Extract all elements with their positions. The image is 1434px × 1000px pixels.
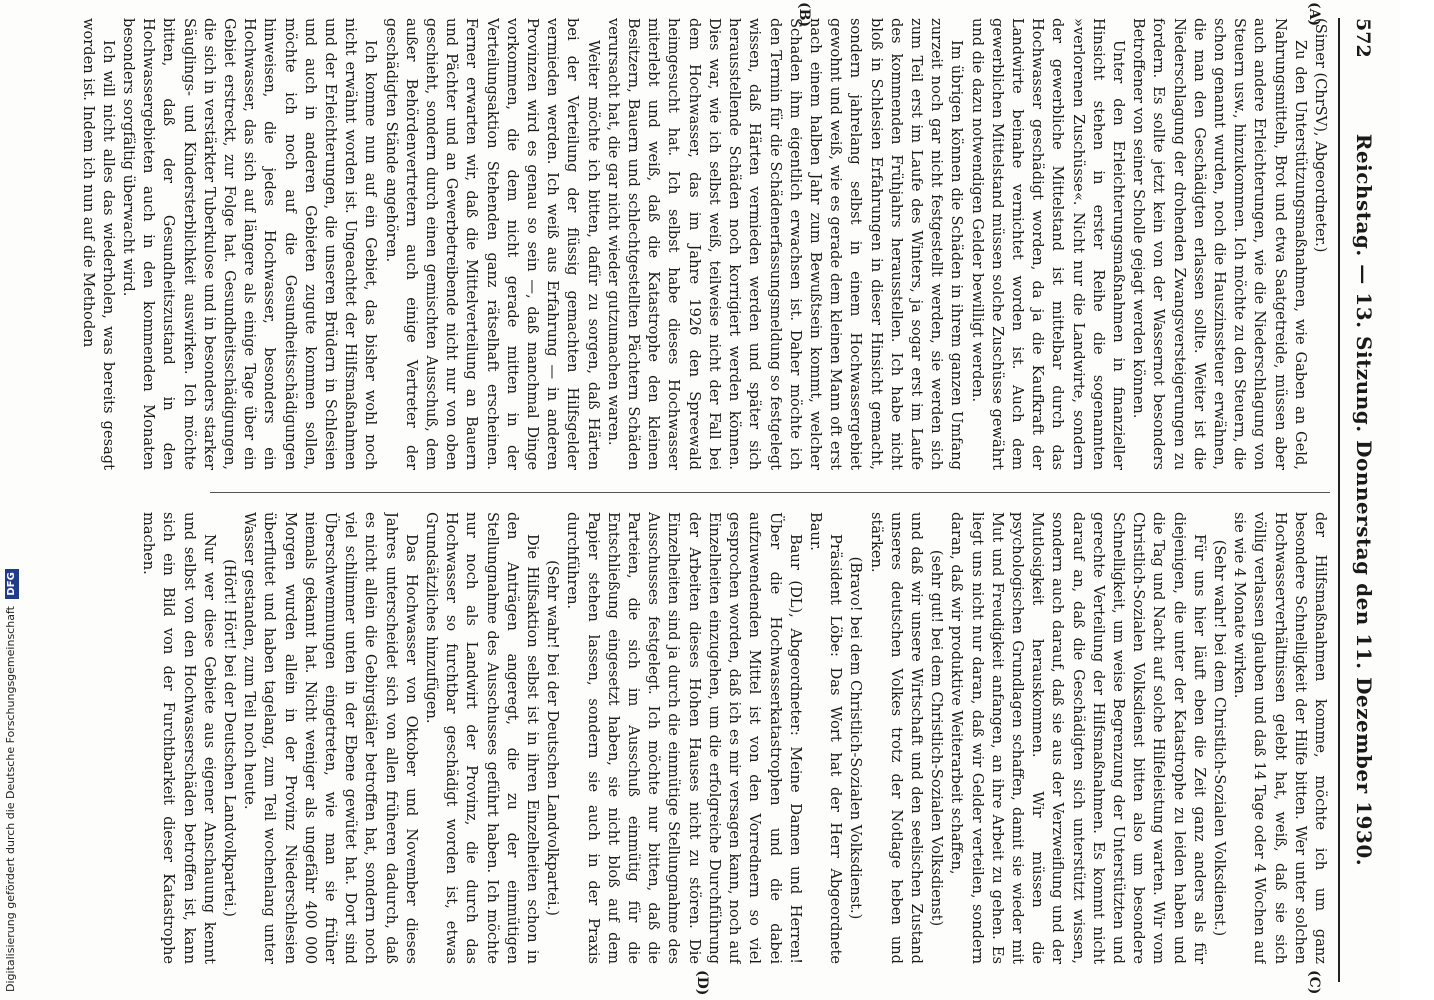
- interjection: (Sehr wahr! bei dem Christlich-Sozialen Volksdienst.): [1210, 539, 1228, 937]
- paragraph: Das Hochwasser von Oktober und November dieses Jahres unterscheidet sich von allen früheren dadurch, daß es nicht allein die Gebirgstäler betroffen hat, sondern noch viel schlimmer unten in der Ebene gewütet hat. Dort sind Überschwemmungen eingetreten, wie man sie früher niemals gekannt hat. Nicht weniger als ungefähr 400 000 Morgen wurden allein in der Provinz Niederschlesien überflutet und haben tagelang, zum Teil wochenlang unter Wasser gestanden, zum Teil noch heute.: [241, 512, 420, 964]
- paragraph: Für uns hier läuft eben die Zeit ganz anders als für diejenigen, die unter der Katastrophe zu leiden haben und die Tag und Nacht auf solche Hilfeleistung warten. Wir vom Christlich-Sozialen Volksdienst bitten also um besondere Schnelligkeit, um weise Begrenzung der Unterstützten und gerechte Verteilung der Hilfsmaßnahmen. Es kommt nicht darauf an, daß die Geschädigten sich unterstützt wissen, sondern auch darauf, daß sie aus der Verzweiflung und der Mutlosigkeit herauskommen. Wir müssen die psychologischen Grundlagen schaffen, damit sie wieder mit Mut und Freudigkeit anfangen, an ihre Arbeit zu gehen. Es liegt uns nicht nur daran, daß wir Gelder verteilen, sondern daran, daß wir produktive Weiterarbeit schaffen,: [948, 512, 1208, 964]
- page-number: 572: [1352, 18, 1374, 58]
- paragraph: Zu den Unterstützungsmaßnahmen, wie Gaben an Geld, Nahrungsmitteln, Brot und etwa Saatgetreide, müssen aber auch andere Erleichterungen, wie die Niederschlagung von Steuern usw., hinzukommen. Ich möchte zu den Steuern, die schon genannt wurden, noch die Hauszinssteuer erwähnen, die man den Geschädigten erlassen sollte. Weiter ist die Niederschlagung der drohenden Zwangsversteigerungen zu fordern. Es sollte jetzt kein von der Wassernot besonders Betroffener von seiner Scholle gejagt werden können.: [1130, 18, 1309, 470]
- margin-marker-a: (A): [1306, 2, 1322, 27]
- paragraph: Die Hilfsaktion selbst ist in ihren Einzelheiten schon in den Anträgen angeregt, die zu der einmütigen Stellungnahme des Ausschusses geführt haben. Ich möchte nur noch als Landwirt der Provinz, die durch das Hochwasser so furchtbar geschädigt worden ist, etwas Grundsätzliches hinzufügen.: [423, 512, 542, 964]
- header-rule: [1338, 18, 1340, 982]
- paragraph: und daß wir unsere Wirtschaft und den seelischen Zustand unseres deutschen Volkes trotz der Notlage heben und stärken.: [867, 512, 925, 964]
- paragraph: Weiter möchte ich bitten, dafür zu sorgen, daß Härten bei der Verteilung der flüssig gemachten Hilfsgelder vermieden werden. Ich weiß aus Erfahrung — in anderen Provinzen wird es genau so sein —, daß manchmal Dinge vorkommen, die dem nicht gerade mitten in der Verteilungsaktion Stehenden ganz rätselhaft erscheinen. Ferner erwarten wir, daß die Mittelverteilung an Bauern und Pächter und an Gewerbetreibende nicht nur von oben geschieht, sondern durch einen gemischten Ausschuß, dem außer Behördenvertretern auch einige Vertreter der geschädigten Stände angehören.: [382, 18, 602, 470]
- margin-marker-d: (D): [694, 970, 710, 996]
- paragraph: Ich will nicht alles das wiederholen, was bereits gesagt worden ist. Indem ich nun auf die Methoden: [79, 18, 117, 470]
- credit-text: Digitalisierung gefördert durch die Deutsche Forschungsgemeinschaft: [4, 606, 17, 992]
- interjection: (Bravo! bei dem Christlich-Sozialen Volksdienst.): [847, 556, 865, 920]
- column-divider: [210, 492, 1330, 493]
- paragraph: Im übrigen können die Schäden in ihrem ganzen Umfang zurzeit noch gar nicht festgestellt werden, sie werden sich zum Teil erst im Laufe des Winters, ja sogar erst im Laufe des kommenden Frühjahrs herausstellen. Ich habe nicht bloß in Schlesien Erfahrungen in dieser Hinsicht gemacht, sondern jahrelang selbst in einem Hochwassergebiet gewohnt und weiß, wie es gerade dem kleinen Mann oft erst nach einem halben Jahr zum Bewußtsein kommt, welcher Schaden ihm eigentlich erwachsen ist. Daher möchte ich den Termin für die Schädenerfassungsmeldung so festgelegt wissen, daß Härten vermieden werden und später sich herausstellende Schäden noch korrigiert werden können. Dies war, wie ich selbst weiß, teilweise nicht der Fall bei dem Hochwasser, das im Jahre 1926 den Spreewald heimgesucht hat. Ich selbst habe dieses Hochwasser miterlebt und weiß, daß die Katastrophe den kleinen Besitzern, Bauern und schlechtgestellten Pächtern Schäden verursacht hat, die gar nicht wieder gutzumachen waren.: [604, 18, 966, 470]
- margin-marker-b: (B): [796, 2, 812, 28]
- paragraph: Unter den Erleichterungsmaßnahmen in finanzieller Hinsicht stehen in erster Reihe die sogenannten »verlorenen Zuschüsse«. Nicht nur die Landwirte, sondern der gewerbliche Mittelstand ist mittelbar durch das Hochwasser geschädigt worden, da ja die Kaufkraft der Landwirte beinahe vernichtet worden ist. Auch dem gewerblichen Mittelstand müssen solche Zuschüsse gewährt und die dazu notwendigen Gelder bewilligt werden.: [968, 18, 1127, 470]
- interjection: (Sehr wahr! bei der Deutschen Landvolkpartei.): [544, 560, 562, 916]
- dfg-logo-icon: DFG: [5, 569, 19, 598]
- speech-opening: Baur (DL), Abgeordneter: Meine Damen und Herren! Über die Hochwasserkatastrophen und die dabei aufzuwendenden Mittel ist von den Vorrednern so viel gesprochen worden, daß ich es mir versagen kann, noch auf Einzelheiten einzugehen, um die erfolgreiche Durchführung der Arbeiten dieses Hohen Hauses nicht zu stören. Die Einzelheiten sind ja durch die einmütige Stellungnahme des Ausschusses festgelegt. Ich möchte nur bitten, daß die Parteien, die sich im Ausschuß einmütig für die Entschließung eingesetzt haben, sie nicht bloß auf dem Papier stehen lassen, sondern sie auch in der Praxis durchführen.: [564, 512, 804, 964]
- left-column: [30, 18, 1330, 470]
- paragraph: Ich komme nun auf ein Gebiet, das bisher wohl noch nicht erwähnt worden ist. Ungeachtet der Hilfsmaßnahmen und der Erleichterungen, die unseren Brüdern in Schlesien und auch in anderen Gebieten zugute kommen sollen, möchte ich noch auf die Gesundheitsschädigungen hinweisen, die jedes Hochwasser, besonders ein Hochwasser, das sich auf längere als einige Tage über ein Gebiet erstreckt, zur Folge hat. Gesundheitsschädigungen, die sich in verstärkter Tuberkulose und in besonders starker Säuglings- und Kindersterblichkeit auswirken. Ich möchte bitten, daß der Gesundheitszustand in den Hochwassergebieten auch in den kommenden Monaten besonders sorgfältig überwacht wird.: [120, 18, 380, 470]
- paragraph: der Hilfsmaßnahmen komme, möchte ich um ganz besondere Schnelligkeit der Hilfe bitten. Wer unter solchen Hochwasserverhältnissen gelebt hat, weiß, daß sie sich völlig verlassen glauben und daß 14 Tage oder 4 Wochen auf sie wie 4 Monate wirken.: [1231, 512, 1329, 964]
- president-statement: Präsident Löbe: Das Wort hat der Herr Abgeordnete Baur.: [806, 512, 845, 964]
- speaker-continuation: (Simer (ChrSV), Abgeordneter.): [1312, 18, 1329, 253]
- margin-marker-c: (C): [1306, 970, 1322, 995]
- paragraph: Nur wer diese Gebiete aus eigener Anschauung kennt und selbst von den Hochwasserschäden betroffen ist, kann sich ein Bild von der Furchtbarkeit dieser Katastrophe machen.: [140, 512, 218, 964]
- interjection: (sehr gut! bei dem Christlich-Sozialen Volksdienst): [928, 549, 946, 927]
- page-header: [1336, 18, 1380, 982]
- running-head: Reichstag. — 13. Sitzung. Donnerstag den 11. Dezember 1930.: [1352, 133, 1376, 867]
- digitization-credit: [2, 0, 20, 1000]
- right-column: [30, 512, 1330, 964]
- interjection: (Hört! Hört! bei der Deutschen Landvolkpartei.): [221, 559, 239, 917]
